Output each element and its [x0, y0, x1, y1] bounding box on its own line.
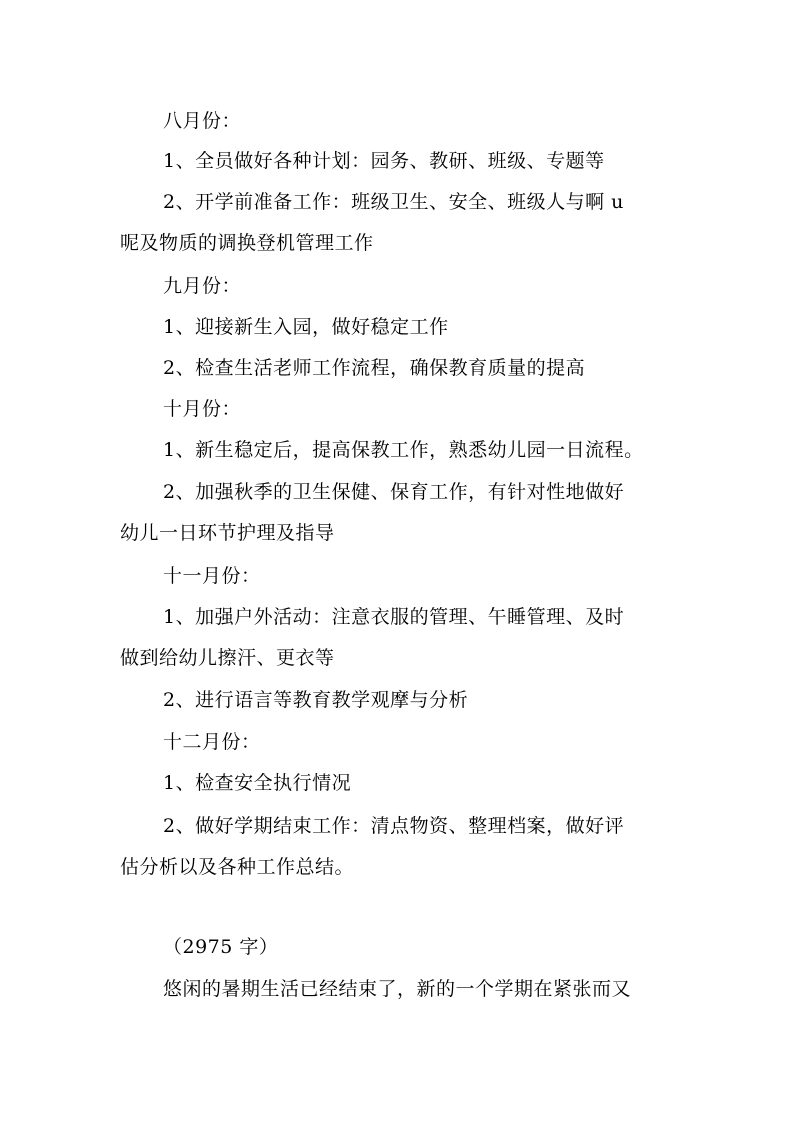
heading-august: 八月份：: [163, 110, 242, 132]
august-item-1: 1、全员做好各种计划：园务、教研、班级、专题等: [163, 150, 605, 172]
december-item-2-continued: 估分析以及各种工作总结。: [120, 856, 355, 878]
next-article-opening: 悠闲的暑期生活已经结束了，新的一个学期在紧张而又: [163, 978, 632, 1000]
heading-november: 十一月份：: [163, 565, 261, 587]
word-count: （2975 字）: [163, 936, 279, 958]
november-item-1: 1、加强户外活动：注意衣服的管理、午睡管理、及时: [163, 606, 625, 628]
heading-december: 十二月份：: [163, 731, 261, 753]
october-item-2: 2、加强秋季的卫生保健、保育工作，有针对性地做好: [163, 481, 625, 503]
august-item-2: 2、开学前准备工作：班级卫生、安全、班级人与啊 u: [163, 191, 624, 213]
november-item-2: 2、进行语言等教育教学观摩与分析: [163, 689, 469, 711]
august-item-2-continued: 呢及物质的调换登机管理工作: [120, 232, 374, 254]
november-item-1-continued: 做到给幼儿擦汗、更衣等: [120, 647, 335, 669]
september-item-2: 2、检查生活老师工作流程，确保教育质量的提高: [163, 357, 586, 379]
september-item-1: 1、迎接新生入园，做好稳定工作: [163, 316, 449, 338]
december-item-2: 2、做好学期结束工作：清点物资、整理档案，做好评: [163, 815, 625, 837]
heading-september: 九月份：: [163, 275, 242, 297]
october-item-1: 1、新生稳定后，提高保教工作，熟悉幼儿园一日流程。: [163, 439, 644, 461]
october-item-2-continued: 幼儿一日环节护理及指导: [120, 522, 335, 544]
heading-october: 十月份：: [163, 398, 242, 420]
december-item-1: 1、检查安全执行情况: [163, 772, 352, 794]
